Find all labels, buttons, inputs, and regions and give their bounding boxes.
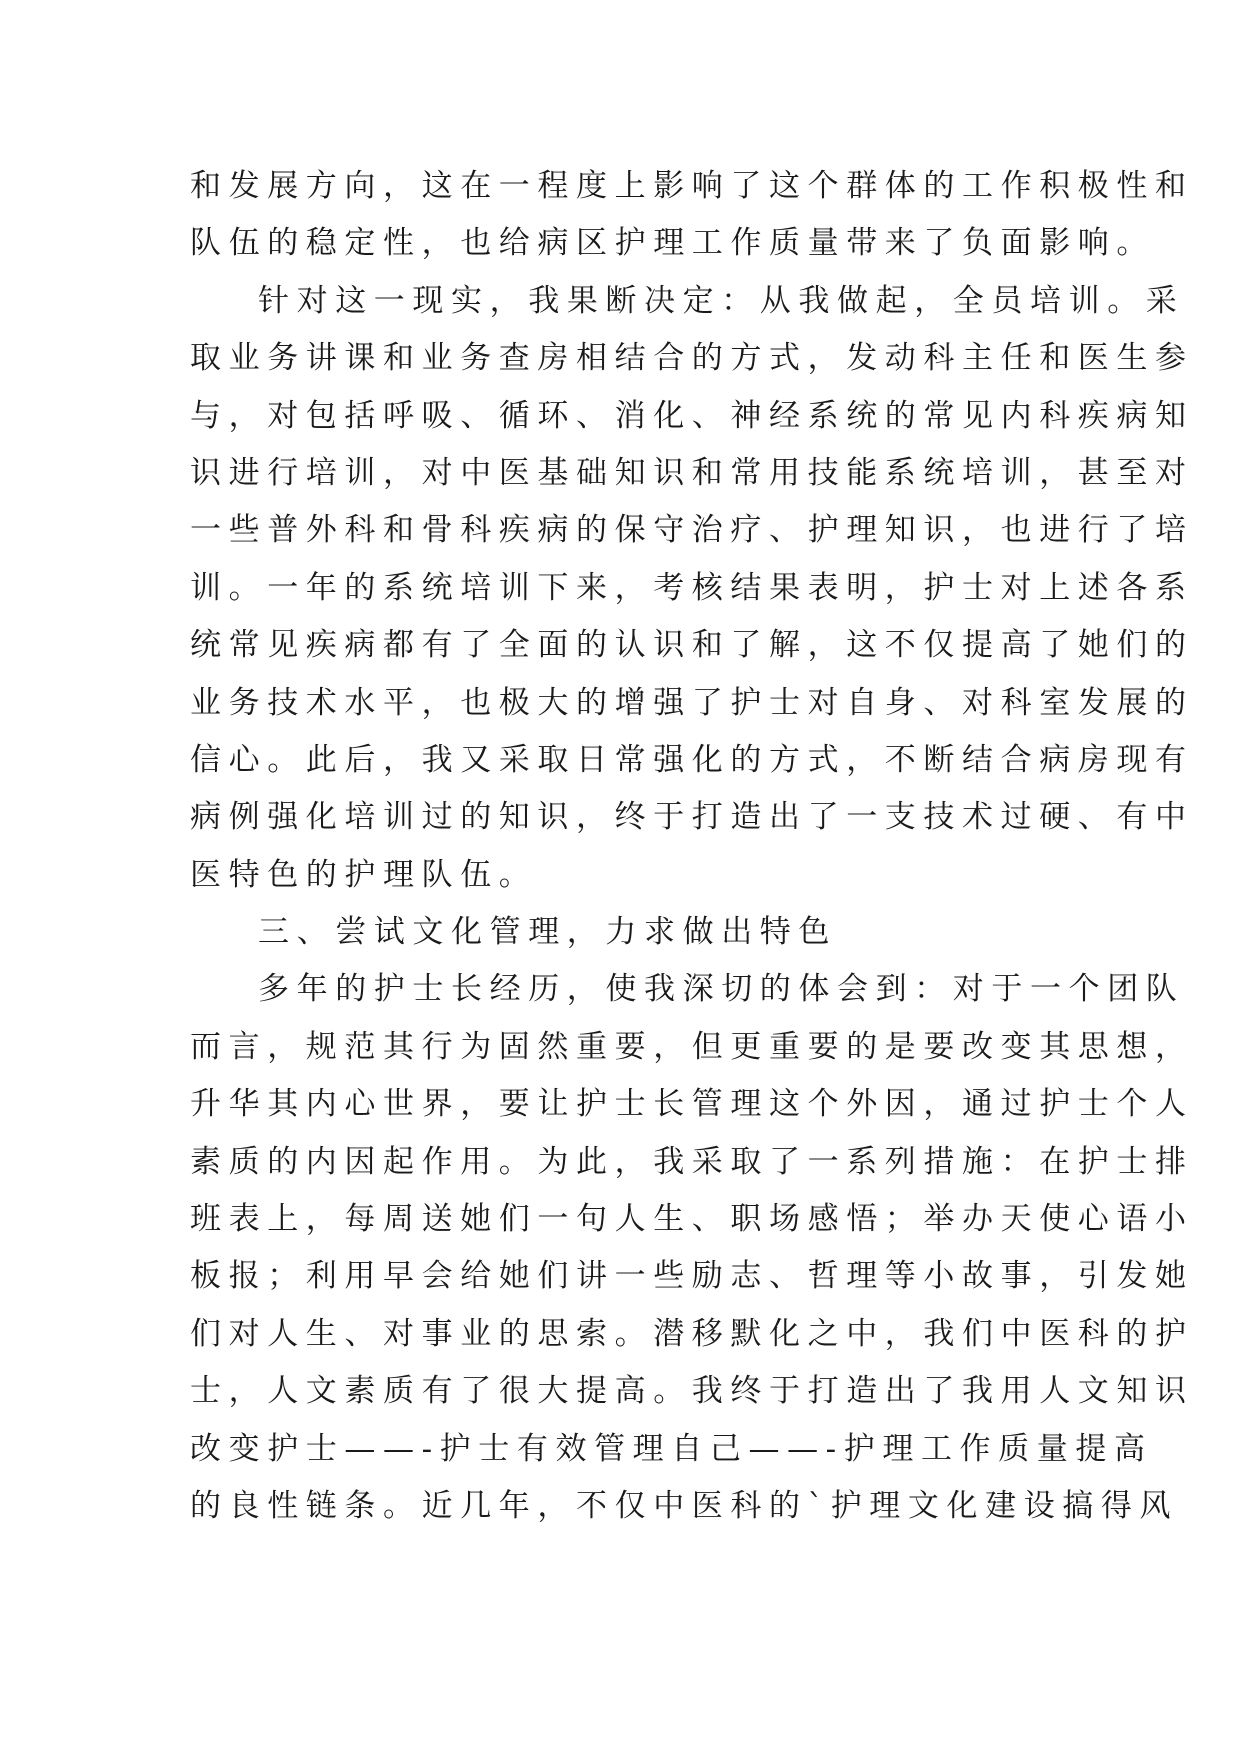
text-line: 改变护士——-护士有效管理自己——-护理工作质量提高 bbox=[190, 1430, 1153, 1467]
text-line: 与，对包括呼吸、循环、消化、神经系统的常见内科疾病知 bbox=[190, 397, 1194, 434]
text-line: 取业务讲课和业务查房相结合的方式，发动科主任和医生参 bbox=[190, 340, 1194, 377]
text-line: 士，人文素质有了很大提高。我终于打造出了我用人文知识 bbox=[190, 1373, 1194, 1410]
text-line: 病例强化培训过的知识，终于打造出了一支技术过硬、有中 bbox=[190, 799, 1194, 836]
text-line: 多年的护士长经历，使我深切的体会到：对于一个团队 bbox=[258, 971, 1185, 1008]
text-line: 识进行培训，对中医基础知识和常用技能系统培训，甚至对 bbox=[190, 454, 1194, 491]
text-line: 和发展方向，这在一程度上影响了这个群体的工作积极性和 bbox=[190, 168, 1194, 204]
text-line: 班表上，每周送她们一句人生、职场感悟；举办天使心语小 bbox=[190, 1201, 1194, 1238]
text-line: 素质的内因起作用。为此，我采取了一系列措施：在护士排 bbox=[190, 1143, 1194, 1180]
text-line: 医特色的护理队伍。 bbox=[190, 856, 538, 893]
text-line: 队伍的稳定性，也给病区护理工作质量带来了负面影响。 bbox=[190, 225, 1155, 262]
text-line: 训。一年的系统培训下来，考核结果表明，护士对上述各系 bbox=[190, 569, 1194, 606]
text-line: 升华其内心世界，要让护士长管理这个外因，通过护士个人 bbox=[190, 1086, 1194, 1123]
text-line: 一些普外科和骨科疾病的保守治疗、护理知识，也进行了培 bbox=[190, 512, 1194, 549]
text-line: 针对这一现实，我果断决定：从我做起，全员培训。采 bbox=[258, 282, 1185, 319]
text-line: 信心。此后，我又采取日常强化的方式，不断结合病房现有 bbox=[190, 741, 1194, 778]
text-line: 而言，规范其行为固然重要，但更重要的是要改变其思想， bbox=[190, 1028, 1194, 1065]
text-line: 板报；利用早会给她们讲一些励志、哲理等小故事，引发她 bbox=[190, 1258, 1194, 1295]
text-line: 的良性链条。近几年，不仅中医科的`护理文化建设搞得风 bbox=[190, 1487, 1179, 1524]
text-line: 们对人生、对事业的思索。潜移默化之中，我们中医科的护 bbox=[190, 1315, 1194, 1352]
text-line: 统常见疾病都有了全面的认识和了解，这不仅提高了她们的 bbox=[190, 627, 1194, 664]
text-line: 业务技术水平，也极大的增强了护士对自身、对科室发展的 bbox=[190, 684, 1194, 721]
body-text bbox=[190, 158, 1194, 1535]
section-heading: 三、尝试文化管理，力求做出特色 bbox=[258, 914, 837, 951]
